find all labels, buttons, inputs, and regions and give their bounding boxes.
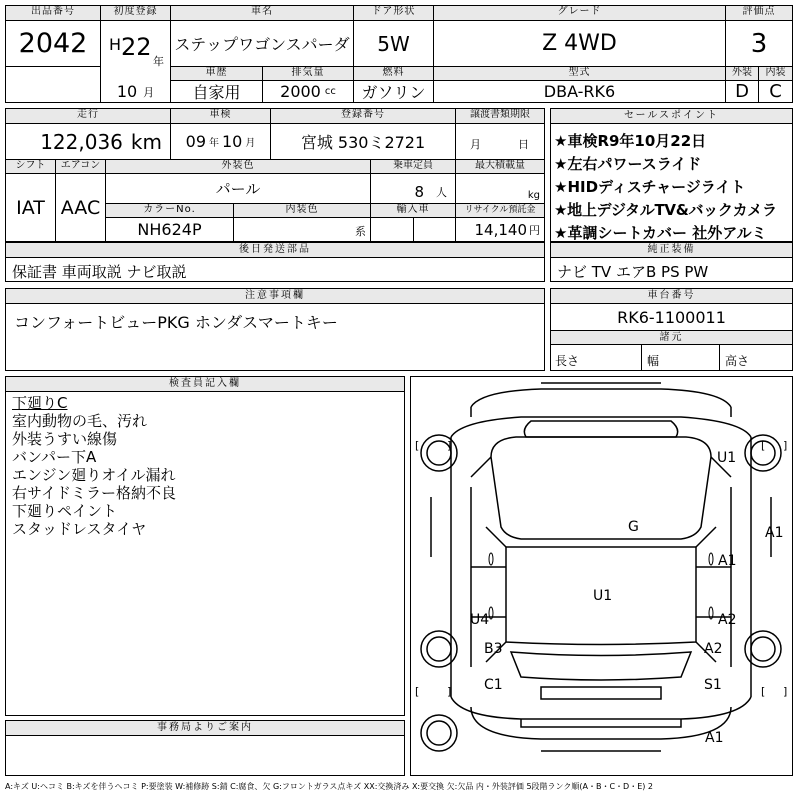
inspection-item: スタッドレスタイヤ xyxy=(12,520,147,538)
dimension-divider xyxy=(641,345,642,371)
inspector-header: 検査員記入欄 xyxy=(6,377,404,392)
sales-point-item: ★車検R9年10月22日 xyxy=(554,132,707,150)
month-unit: 月 xyxy=(143,85,155,99)
mark-a1-door: A1 xyxy=(718,553,737,569)
era-letter: H xyxy=(109,35,122,54)
history-header: 車歴 xyxy=(171,67,263,81)
door-value: 5W xyxy=(354,21,434,67)
year-value: 22 xyxy=(121,33,152,61)
later-parts-header: 後日発送部品 xyxy=(6,243,544,258)
mileage-number: 122,036 xyxy=(40,129,123,154)
displacement-value xyxy=(263,81,354,102)
mark-a2-rear-door: A2 xyxy=(718,612,737,628)
car-name-header: 車名 xyxy=(171,6,354,21)
history-value: 自家用 xyxy=(171,81,263,102)
kg-unit: kg xyxy=(527,190,540,201)
shaken-header: 車検 xyxy=(171,109,271,124)
width-label: 幅 xyxy=(647,354,660,368)
svg-text:]: ] xyxy=(447,685,452,698)
recycle-header: リサイクル預託金 xyxy=(456,204,544,218)
import-header: 輸入車 xyxy=(371,204,456,218)
fuel-header: 燃料 xyxy=(354,67,434,81)
chassis-value: RK6-1100011 xyxy=(551,304,792,331)
office-box xyxy=(5,720,405,776)
capacity-unit: 人 xyxy=(436,185,447,199)
svg-text:[: [ xyxy=(415,439,420,452)
reg-no-header: 登録番号 xyxy=(271,109,456,124)
import-value xyxy=(371,218,456,241)
shaken-year-unit: 年 xyxy=(209,138,219,149)
car-diagram-box xyxy=(410,376,793,776)
door-header: ドア形状 xyxy=(354,6,434,21)
mark-c1-rear: C1 xyxy=(484,677,503,693)
inspection-item: 室内動物の毛、汚れ xyxy=(12,412,148,430)
aircon-value: AAC xyxy=(56,174,106,241)
mileage-header: 走行 xyxy=(6,109,171,124)
int-color-unit: 系 xyxy=(355,225,366,238)
year-unit: 年 xyxy=(153,55,164,67)
shaken-month-unit: 月 xyxy=(245,138,256,149)
inspection-item: エンジン廻りオイル漏れ xyxy=(12,466,176,484)
lot-no-value: 2042 xyxy=(6,21,101,67)
mark-a2-quarter: A2 xyxy=(704,641,723,657)
shift-header: シフト xyxy=(6,160,56,174)
legend-text: A:キズ U:ヘコミ B:キズを伴うヘコミ P:要塗装 W:補修跡 S:錆 C:腐食、欠 G:フロントガラス点キズ XX:交換済み X:要交換 欠:欠品 内・外装評価 5段階ランク順(A・B・C・D・E) 2 xyxy=(5,782,654,791)
mark-b3-quarter: B3 xyxy=(484,641,503,657)
dimensions-header: 諸元 xyxy=(551,331,792,345)
sales-points-box xyxy=(550,108,793,242)
first-reg-month xyxy=(101,67,171,102)
mark-s1-rear: S1 xyxy=(704,677,722,693)
height-label: 高さ xyxy=(725,354,750,368)
ext-color-value: パール xyxy=(106,174,371,204)
first-reg-year xyxy=(101,21,171,67)
sales-point-item: ★左右パワースライド xyxy=(554,155,702,173)
deadline-day-unit: 日 xyxy=(518,138,529,151)
later-parts-box xyxy=(5,242,545,282)
notes-box xyxy=(5,288,545,371)
recycle-value xyxy=(456,218,544,241)
svg-text:]: ] xyxy=(783,439,788,452)
inspection-item: 外装うすい線傷 xyxy=(12,430,118,448)
int-color-value xyxy=(234,218,371,241)
first-reg-header: 初度登録 xyxy=(101,6,171,21)
interior-value: C xyxy=(759,81,792,102)
mark-u4-rear-door: U4 xyxy=(470,612,490,628)
inspection-item: 下廻りペイント xyxy=(12,502,118,520)
lot-no-header: 出品番号 xyxy=(6,6,101,21)
shaken-value xyxy=(171,124,271,160)
capacity-number: 8 xyxy=(414,182,424,201)
svg-text:[: [ xyxy=(761,685,766,698)
chassis-header: 車台番号 xyxy=(551,289,792,304)
std-equipment-header: 純正装備 xyxy=(551,243,792,258)
capacity-header: 乗車定員 xyxy=(371,160,456,174)
sales-point-item: ★HIDディスチャージライト xyxy=(554,178,746,196)
color-no-value: NH624P xyxy=(106,218,234,241)
sales-points-header: セールスポイント xyxy=(551,109,792,124)
mark-a1-bumper: A1 xyxy=(705,730,724,746)
ext-color-header: 外装色 xyxy=(106,160,371,174)
inspection-item: 右サイドミラー格納不良 xyxy=(12,484,176,502)
dimension-divider xyxy=(719,345,720,371)
length-label: 長さ xyxy=(555,354,580,368)
exterior-value: D xyxy=(726,81,759,102)
svg-text:[: [ xyxy=(415,685,420,698)
month-value: 10 xyxy=(116,82,138,101)
aircon-header: エアコン xyxy=(56,160,106,174)
sales-points-list xyxy=(551,124,792,242)
score-value: 3 xyxy=(726,21,792,67)
deadline-header: 譲渡書類期限 xyxy=(456,109,544,124)
import-divider xyxy=(413,218,414,241)
notes-header: 注意事項欄 xyxy=(6,289,544,304)
capacity-value xyxy=(371,174,456,204)
car-name-value: ステップワゴンスパーダ xyxy=(171,21,354,67)
mark-a1-edge: A1 xyxy=(765,525,784,541)
interior-header: 内装 xyxy=(759,67,792,81)
displacement-number: 2000 xyxy=(280,82,321,101)
car-diagram xyxy=(411,377,792,775)
mileage-value xyxy=(6,124,171,160)
std-equipment-box xyxy=(550,242,793,282)
grade-value: Z 4WD xyxy=(434,21,726,67)
max-load-header: 最大積載量 xyxy=(456,160,544,174)
yen-unit: 円 xyxy=(529,223,540,237)
inspection-list xyxy=(6,392,404,538)
int-color-header: 内装色 xyxy=(234,204,371,218)
office-header: 事務局よりご案内 xyxy=(6,721,404,736)
shaken-year: 09 xyxy=(185,132,206,151)
mark-u1-roof: U1 xyxy=(593,588,613,604)
grade-header: グレード xyxy=(434,6,726,21)
chassis-box xyxy=(550,288,793,371)
fuel-value: ガソリン xyxy=(354,81,434,102)
svg-text:]: ] xyxy=(447,439,452,452)
sales-point-item: ★革調シートカバー 社外アルミ xyxy=(554,224,767,242)
mark-g-windshield: G xyxy=(628,519,639,535)
inspector-box xyxy=(5,376,405,716)
vehicle-summary xyxy=(5,5,793,103)
later-parts-value: 保証書 車両取説 ナビ取説 xyxy=(12,263,187,281)
score-header: 評価点 xyxy=(726,6,792,21)
svg-text:[: [ xyxy=(761,439,766,452)
displacement-header: 排気量 xyxy=(263,67,354,81)
dimensions-row xyxy=(551,345,792,371)
km-unit: km xyxy=(130,129,162,154)
lot-no-blank xyxy=(6,67,101,102)
notes-value: コンフォートビューPKG ホンダスマートキー xyxy=(14,313,338,332)
deadline-month-unit: 月 xyxy=(470,138,481,151)
svg-text:]: ] xyxy=(783,685,788,698)
exterior-header: 外装 xyxy=(726,67,759,81)
inspection-item: 下廻りC xyxy=(12,394,68,412)
inspection-item: バンパー下A xyxy=(12,448,97,466)
deadline-value xyxy=(456,124,544,160)
model-code-header: 型式 xyxy=(434,67,726,81)
mark-u1-front: U1 xyxy=(717,450,737,466)
detail-table xyxy=(5,108,545,242)
cc-unit: cc xyxy=(324,86,336,97)
shaken-month: 10 xyxy=(222,132,243,151)
shift-value: IAT xyxy=(6,174,56,241)
max-load-value xyxy=(456,174,544,204)
color-no-header: カラーNo. xyxy=(106,204,234,218)
sales-point-item: ★地上デジタルTV&バックカメラ xyxy=(554,201,777,219)
recycle-number: 14,140 xyxy=(474,220,527,239)
model-code-value: DBA-RK6 xyxy=(434,81,726,102)
reg-no-value: 宮城 530ミ2721 xyxy=(271,124,456,160)
std-equipment-value: ナビ TV エアB PS PW xyxy=(557,263,709,281)
